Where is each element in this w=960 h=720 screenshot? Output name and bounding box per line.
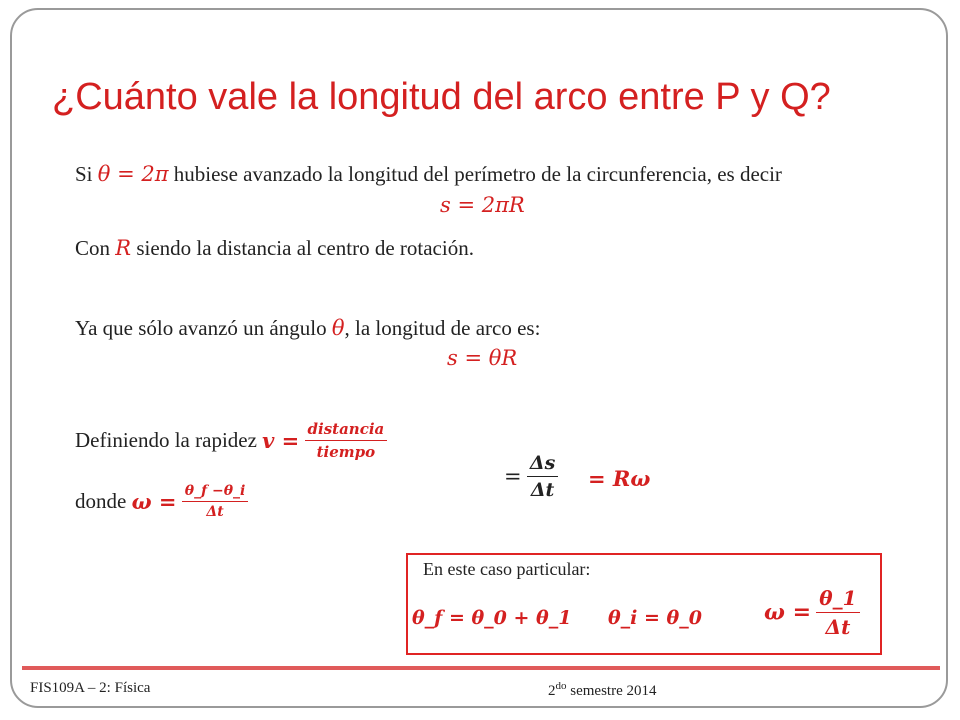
equation-s-2piR: s = 2πR: [440, 193, 525, 217]
text-rest: , la longitud de arco es:: [344, 316, 541, 340]
fraction-ds-dt: [527, 452, 558, 501]
text-prefix: Si: [75, 162, 93, 186]
math-v-equals: v =: [262, 428, 300, 453]
fraction-numerator: distancia: [305, 420, 388, 441]
text-prefix: Ya que sólo avanzó un ángulo: [75, 316, 327, 340]
text-prefix: donde: [75, 489, 127, 513]
math-theta-2pi: θ = 2π: [97, 162, 169, 186]
paragraph-speed: [75, 420, 387, 461]
math-R: R: [115, 236, 132, 260]
footer-semester-sup: do: [555, 680, 567, 692]
paragraph-omega: [75, 483, 248, 520]
fraction-denominator: Δt: [825, 615, 851, 639]
box-caption: En este caso particular:: [423, 559, 591, 579]
equation-theta-f: θ_f = θ_0 + θ_1: [412, 607, 572, 629]
equation-R-omega: = Rω: [588, 466, 651, 491]
footer-semester-rest: semestre 2014: [566, 683, 657, 699]
slide-title: ¿Cuánto vale la longitud del arco entre P y Q?: [52, 76, 831, 118]
paragraph-radius: [75, 236, 474, 261]
footer-semester: [548, 680, 656, 700]
paragraph-perimeter: [75, 162, 782, 187]
equation-theta-i: θ_i = θ_0: [608, 607, 702, 629]
fraction-numerator: θ_f −θ_i: [182, 483, 249, 502]
math-theta: θ: [331, 316, 345, 340]
math-omega-equals: ω =: [764, 599, 812, 626]
paragraph-angle: [75, 316, 540, 341]
fraction-denominator: Δt: [530, 479, 555, 501]
fraction-denominator: tiempo: [316, 443, 376, 461]
fraction-theta-diff: [182, 483, 249, 520]
footer-divider: [22, 666, 940, 670]
text-rest: siendo la distancia al centro de rotación.: [136, 236, 474, 260]
equals-sign: =: [504, 464, 522, 489]
fraction-distance-time: [305, 420, 388, 461]
fraction-denominator: Δt: [206, 504, 224, 520]
math-omega-equals: ω =: [131, 489, 177, 514]
equation-s-thetaR: s = θR: [447, 346, 518, 370]
text-prefix: Con: [75, 236, 111, 260]
text-rest: hubiese avanzado la longitud del perímetro de la circunferencia, es decir: [173, 162, 782, 186]
footer-semester-num: 2: [548, 683, 556, 699]
fraction-numerator: Δs: [527, 452, 558, 477]
fraction-theta1-dt: [816, 586, 859, 639]
equation-omega-box: [764, 586, 860, 639]
equation-ds-dt: [504, 452, 558, 501]
footer-course: FIS109A – 2: Física: [30, 680, 151, 696]
fraction-numerator: θ_1: [816, 586, 859, 613]
text-prefix: Definiendo la rapidez: [75, 428, 257, 452]
